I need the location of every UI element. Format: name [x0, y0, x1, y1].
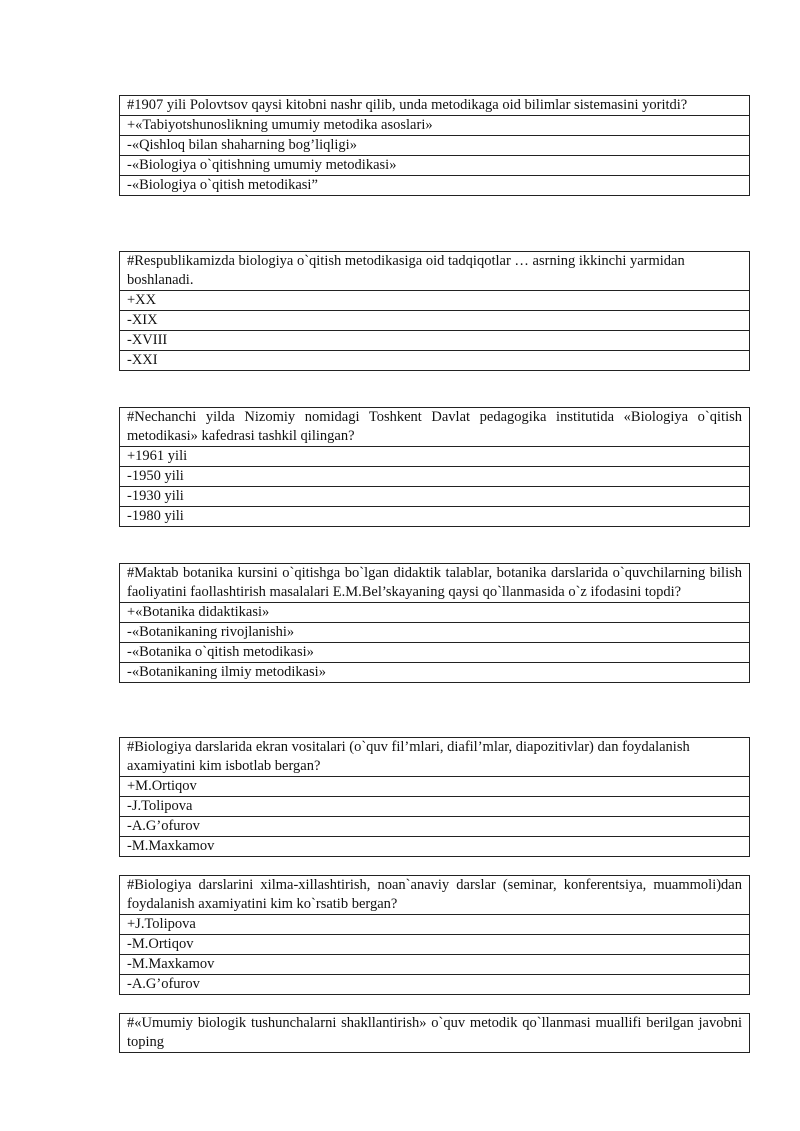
question-text: #Maktab botanika kursini o`qitishga bo`lgan didaktik talablar, botanika darslarida o`quvchilarning bilish faoliyatini faollashtirish masalalari E.M.Bel’skayaning qaysi qo`llanmasida o`z ifodasini topdi?	[120, 564, 750, 603]
answer-option: -1980 yili	[120, 507, 750, 527]
question-text: #Biologiya darslarida ekran vositalari (o`quv fil’mlari, diafil’mlar, diapozitivlar) dan foydalanish axamiyatini kim isbotlab bergan?	[120, 738, 750, 777]
answer-option: -A.G’ofurov	[120, 975, 750, 995]
answer-option: -1930 yili	[120, 487, 750, 507]
answer-option: +1961 yili	[120, 447, 750, 467]
question-block	[119, 563, 750, 683]
answer-option: -«Botanika o`qitish metodikasi»	[120, 643, 750, 663]
question-block	[119, 875, 750, 995]
answer-option: -XXI	[120, 351, 750, 371]
answer-option: +M.Ortiqov	[120, 777, 750, 797]
question-block	[119, 251, 750, 371]
question-block	[119, 95, 750, 196]
answer-option: +«Botanika didaktikasi»	[120, 603, 750, 623]
question-block	[119, 1013, 750, 1053]
question-text: #1907 yili Polovtsov qaysi kitobni nashr qilib, unda metodikaga oid bilimlar sistemasini yoritdi?	[120, 96, 750, 116]
question-text: #«Umumiy biologik tushunchalarni shakllantirish» o`quv metodik qo`llanmasi muallifi berilgan javobni toping	[120, 1014, 750, 1053]
answer-option: +XX	[120, 291, 750, 311]
question-text: #Biologiya darslarini xilma-xillashtirish, noan`anaviy darslar (seminar, konferentsiya, muammoli)dan foydalanish axamiyatini kim ko`rsatib bergan?	[120, 876, 750, 915]
answer-option: -M.Maxkamov	[120, 955, 750, 975]
answer-option: -XVIII	[120, 331, 750, 351]
answer-option: -«Biologiya o`qitish metodikasi”	[120, 176, 750, 196]
question-block	[119, 407, 750, 527]
answer-option: -M.Maxkamov	[120, 837, 750, 857]
answer-option: -1950 yili	[120, 467, 750, 487]
answer-option: -A.G’ofurov	[120, 817, 750, 837]
answer-option: +J.Tolipova	[120, 915, 750, 935]
answer-option: -J.Tolipova	[120, 797, 750, 817]
answer-option: +«Tabiyotshunoslikning umumiy metodika asoslari»	[120, 116, 750, 136]
question-block	[119, 737, 750, 857]
answer-option: -«Botanikaning ilmiy metodikasi»	[120, 663, 750, 683]
answer-option: -XIX	[120, 311, 750, 331]
answer-option: -«Biologiya o`qitishning umumiy metodikasi»	[120, 156, 750, 176]
question-text: #Respublikamizda biologiya o`qitish metodikasiga oid tadqiqotlar … asrning ikkinchi yarmidan boshlanadi.	[120, 252, 750, 291]
answer-option: -«Qishloq bilan shaharning bog’liqligi»	[120, 136, 750, 156]
question-text: #Nechanchi yilda Nizomiy nomidagi Toshkent Davlat pedagogika institutida «Biologiya o`qitish metodikasi» kafedrasi tashkil qilingan?	[120, 408, 750, 447]
answer-option: -M.Ortiqov	[120, 935, 750, 955]
answer-option: -«Botanikaning rivojlanishi»	[120, 623, 750, 643]
